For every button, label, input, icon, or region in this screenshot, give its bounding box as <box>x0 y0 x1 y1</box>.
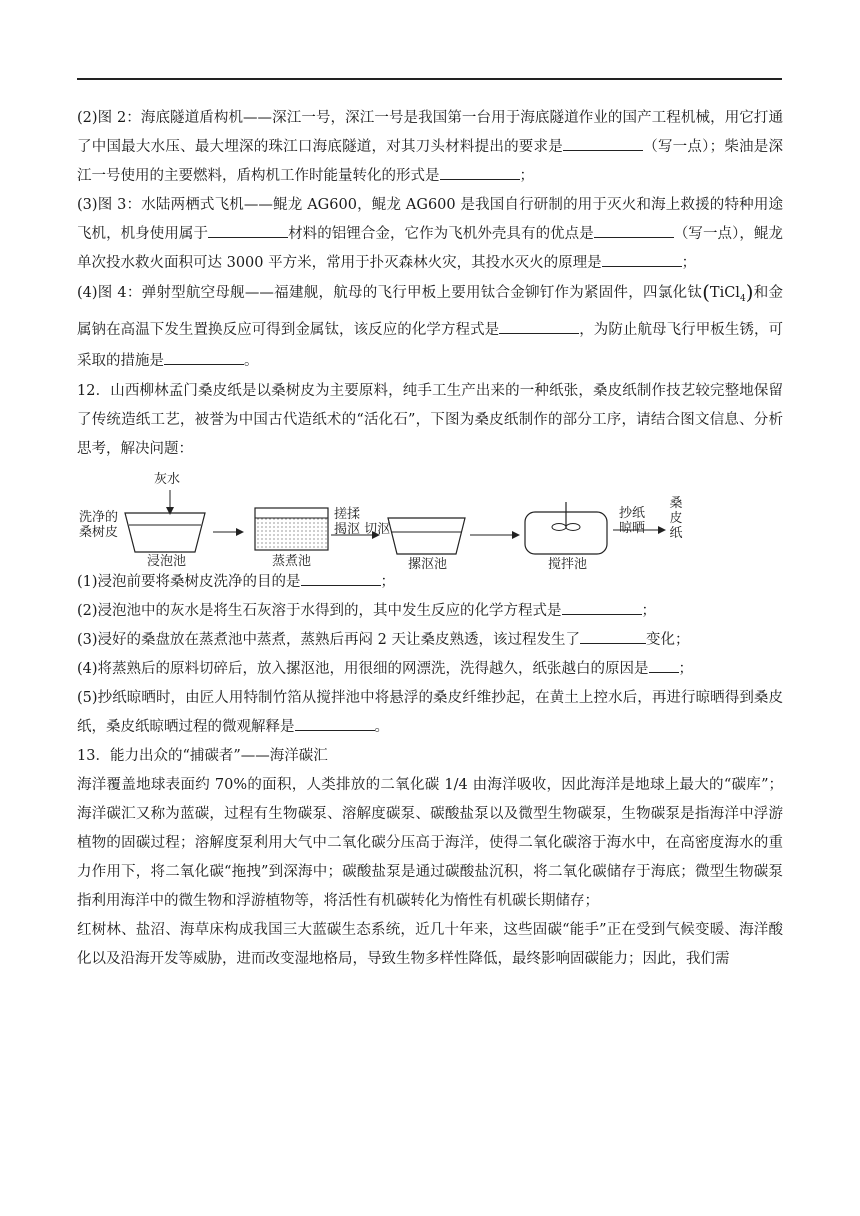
answer-blank[interactable] <box>301 571 381 586</box>
q12-sub1: (1)浸泡前要将桑树皮洗净的目的是 ； <box>77 568 783 597</box>
answer-blank[interactable] <box>499 319 579 334</box>
soaking-tank-shape <box>125 513 205 552</box>
q12-sub2: (2)浸泡池中的灰水是将生石灰溶于水得到的，其中发生反应的化学方程式是 ； <box>77 597 783 626</box>
q12-sub4: (4)将蒸熟后的原料切碎后，放入摞沤池，用很细的网漂洗，洗得越久，纸张越白的原因是 ； <box>77 655 783 684</box>
answer-blank[interactable] <box>580 629 646 644</box>
answer-blank[interactable] <box>594 223 674 238</box>
stirring-tank-label: 搅拌池 <box>548 556 588 572</box>
answer-blank[interactable] <box>563 136 643 151</box>
steaming-tank-label: 蒸煮池 <box>272 553 312 569</box>
q12-sub5: (5)抄纸晾晒时，由匠人用特制竹箔从搅拌池中将悬浮的桑皮纤维抄起，在黄土上控水后，再进行晾晒得到桑皮纸，桑皮纸晾晒过程的微观解释是 。 <box>77 689 783 735</box>
q11-part4: (4)图 4：弹射型航空母舰——福建舰，航母的飞行甲板上要用钛合金铆钉作为紧固件，四氯化钛(TiCl$_4$)和金属钠在高温下发生置换反应可得到金属钛，该反应的化学方程式是 ，为防止航母飞行甲板生锈，可采取的措施是 。 <box>77 280 784 369</box>
step-label-line2: 揭沤 切沤 <box>334 521 391 537</box>
stirrer-blade <box>566 523 580 530</box>
answer-blank[interactable] <box>649 658 679 673</box>
q12-intro: 12．山西柳林孟门桑皮纸是以桑树皮为主要原料，纯手工生产出来的一种纸张，桑皮纸制作技艺较完整地保留了传统造纸工艺，被誉为中国古代造纸术的“活化石”，下图为桑皮纸制作的部分工序，请结合图文信息、分析思考，解决问题： <box>77 382 783 457</box>
answer-blank[interactable] <box>295 716 375 731</box>
answer-blank[interactable] <box>208 223 288 238</box>
q13-paragraph1: 海洋覆盖地球表面约 70%的面积，人类排放的二氧化碳 1/4 由海洋吸收，因此海洋是地球上最大的“碳库”；海洋碳汇又称为蓝碳，过程有生物碳泵、溶解度碳泵、碳酸盐泵以及微型生物碳泵，生物碳泵是指海洋中浮游植物的固碳过程；溶解度泵利用大气中二氧化碳分压高于海洋，使得二氧化碳溶于海水中，在高密度海水的重力作用下，将二氧化碳“拖拽”到深海中；碳酸盐泵是通过碳酸盐沉积，将二氧化碳储存于海底；微型生物碳泵指利用海洋中的微生物和浮游植物等，将活性有机碳转化为惰性有机碳长期储存； <box>77 776 783 909</box>
answer-blank[interactable] <box>164 350 244 365</box>
lime-water-label: 灰水 <box>154 471 181 487</box>
formula-ticl4: TiCl$_4$ <box>709 285 746 304</box>
step-label-line1: 搓揉 <box>334 506 361 522</box>
q13-paragraph2: 红树林、盐沼、海草床构成我国三大蓝碳生态系统，近几十年来，这些固碳“能手”正在受到气候变暖、海洋酸化以及沿海开发等威胁，进而改变湿地格局，导致生物多样性降低，最终影响固碳能力；因此，我们需 <box>77 921 783 967</box>
steaming-tank-fill <box>255 518 328 550</box>
product-label: 桑皮纸 <box>669 495 683 541</box>
input-label-line2: 桑树皮 <box>79 524 119 540</box>
input-label-line1: 洗净的 <box>79 509 119 525</box>
q11-part3: (3)图 3：水陆两栖式飞机——鲲龙 AG600，鲲龙 AG600 是我国自行研制的用于灭火和海上救援的特种用途飞机，机身使用属于 材料的铝锂合金，它作为飞机外壳具有的优点是 （写一点），鲲龙单次投水救火面积可达 3000 平方米，常用于扑灭森林火灾，其投水灭火的原理是 ； <box>77 197 784 271</box>
answer-blank[interactable] <box>602 252 682 267</box>
step2-label-line2: 晾晒 <box>619 520 646 536</box>
q11-part2: (2)图 2：海底隧道盾构机——深江一号，深江一号是我国第一台用于海底隧道作业的国产工程机械，用它打通了中国最大水压、最大埋深的珠江口海底隧道，对其刀头材料提出的要求是 （写一点）；柴油是深江一号使用的主要燃料，盾构机工作时能量转化的形式是 ； <box>77 110 784 184</box>
header-rule <box>77 78 782 80</box>
answer-blank[interactable] <box>562 600 642 615</box>
rinsing-tank-shape <box>388 518 465 554</box>
q12-sub3: (3)浸好的桑盘放在蒸煮池中蒸煮，蒸熟后再闷 2 天让桑皮熟透，该过程发生了 变化； <box>77 626 783 655</box>
papermaking-process-diagram <box>77 466 783 572</box>
page-content <box>77 104 783 974</box>
answer-blank[interactable] <box>440 165 520 180</box>
q13-title: 13．能力出众的“捕碳者”——海洋碳汇 <box>77 747 328 764</box>
stirrer-blade <box>552 523 566 530</box>
soaking-tank-label: 浸泡池 <box>147 553 187 569</box>
step2-label-line1: 抄纸 <box>619 505 646 521</box>
rinsing-tank-label: 摞沤池 <box>408 556 448 572</box>
